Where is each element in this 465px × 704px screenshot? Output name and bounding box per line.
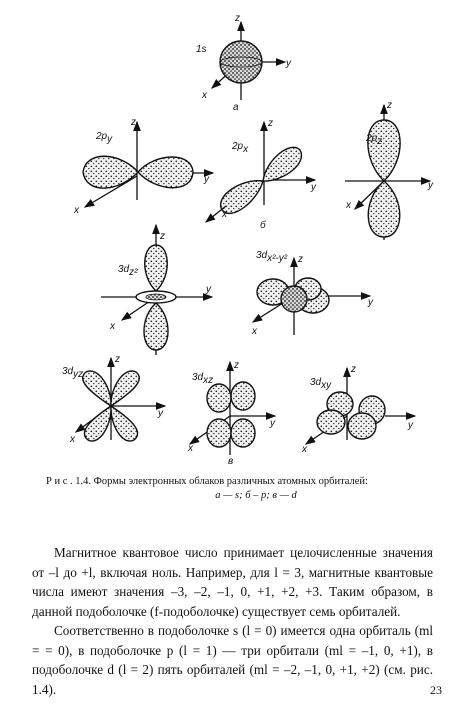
axis-y-label: y — [206, 284, 211, 295]
subfigure-v-label: в — [228, 456, 234, 467]
orbital-3dxy — [301, 364, 415, 455]
body-text — [32, 543, 433, 699]
orbital-2px-label: 2px — [232, 141, 249, 155]
subfigure-a-label: а — [233, 102, 239, 113]
axis-z-label: z — [234, 360, 239, 371]
axis-y-label: y — [204, 174, 209, 185]
axis-z-label: z — [160, 231, 165, 242]
axis-x-label: x — [346, 200, 351, 211]
axis-x-label: x — [70, 434, 75, 445]
axis-x-label: x — [188, 443, 193, 454]
axis-z-label: z — [387, 100, 392, 111]
orbital-3dxz-label: 3dxz — [192, 372, 214, 386]
orbital-2pz — [345, 100, 434, 240]
axis-y-label: y — [270, 418, 275, 429]
axis-y-label: y — [408, 420, 413, 431]
orbital-1s-label: 1s — [196, 44, 207, 55]
axis-y-label: y — [311, 182, 316, 193]
axis-z-label: z — [268, 118, 273, 129]
orbital-3dz2 — [101, 225, 212, 355]
paragraph: Соответственно в подоболочке s (l = 0) имеется одна орбиталь (ml = = 0), в подоболочке p (l = 1) — три орбитали (ml = –1, 0, +1), в подоболочке d (l = 2) пять орбиталей (ml = –2, –1, 0, +1, +2) (см. рис. 1.4). — [32, 623, 433, 697]
axis-z-label: z — [235, 13, 240, 24]
axis-y-label: y — [428, 180, 433, 191]
axis-x-label: x — [74, 205, 79, 216]
axis-x-label: x — [222, 209, 227, 220]
orbital-3dxy-label: 3dxy — [310, 377, 332, 391]
page-number: 23 — [430, 683, 442, 697]
figure-caption — [46, 475, 446, 503]
caption-line-1: Р и с . 1.4. Формы электронных облаков различных атомных орбиталей: — [46, 476, 368, 487]
axis-y-label: y — [158, 408, 163, 419]
axis-x-label: x — [252, 326, 257, 337]
orbital-3dz2-label: 3dz² — [118, 264, 138, 278]
paragraph: Магнитное квантовое число принимает целочисленные значения от –l до +l, включая ноль. Например, для l = 3, магнитные квантовые числа имеют значения –3, –2, –1, 0, +1, +2, +3. Таким образом, в данной подоболочке (f-подоболочке) существует семь орбиталей. — [32, 545, 433, 619]
orbital-2px — [206, 118, 317, 231]
orbital-2py — [73, 117, 213, 216]
orbital-3dx2-y2 — [251, 250, 374, 337]
axis-z-label: z — [351, 364, 356, 375]
axis-z-label: z — [131, 117, 136, 128]
axis-y-label: y — [368, 297, 373, 308]
axis-x-label: x — [202, 90, 207, 101]
axis-z-label: z — [298, 254, 303, 265]
caption-line-2: а — s; б – р; в — d — [215, 490, 297, 501]
axis-y-label: y — [286, 58, 291, 69]
orbital-1s — [196, 13, 292, 113]
orbital-3dxz — [187, 360, 276, 467]
orbital-3dyz-label: 3dyz — [62, 366, 84, 380]
subfigure-b-label: б — [260, 220, 266, 231]
axis-x-label: x — [110, 321, 115, 332]
axis-x-label: x — [302, 444, 307, 455]
orbital-3dyz — [62, 354, 165, 445]
orbital-2py-label: 2py — [96, 131, 113, 145]
orbital-2pz-label: 2pz — [366, 133, 383, 147]
orbital-3dx2-y2-label: 3dx²-y² — [256, 250, 288, 264]
axis-z-label: z — [115, 354, 120, 365]
